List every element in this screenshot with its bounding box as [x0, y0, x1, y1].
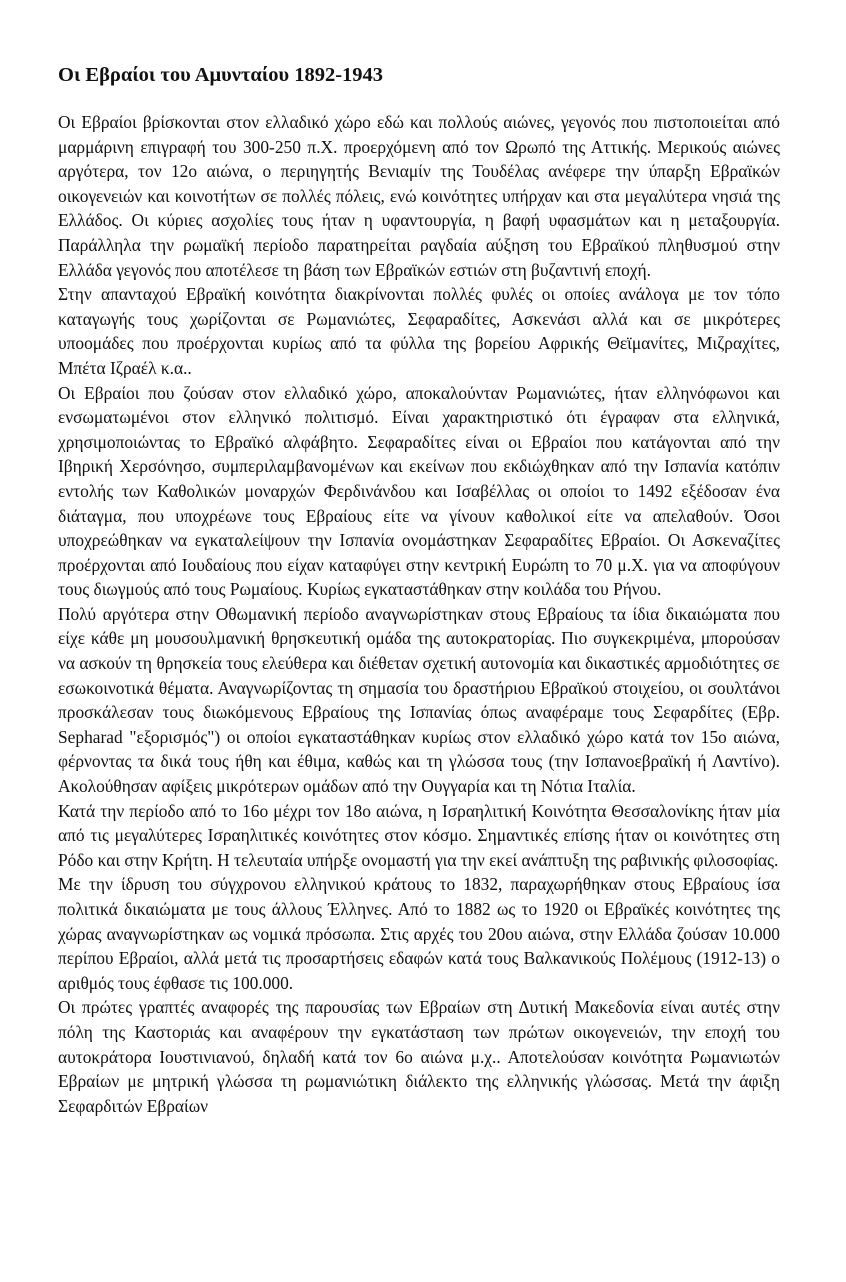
- paragraph-thessaloniki-community: Κατά την περίοδο από το 16ο μέχρι τον 18ο αιώνα, η Ισραηλιτική Κοινότητα Θεσσαλονίκης ήταν μία από τις μεγαλύτερες Ισραηλιτικές κοινότητες στον κόσμο. Σημαντικές επίσης ήταν οι κοινότητες στη Ρόδο και στην Κρήτη. Η τελευταία υπήρξε ονομαστή για την εκεί ανάπτυξη της ραβινικής φιλοσοφίας.: [58, 800, 780, 870]
- paragraph-western-macedonia: Οι πρώτες γραπτές αναφορές της παρουσίας των Εβραίων στη Δυτική Μακεδονία είναι αυτές στην πόλη της Καστοριάς και αναφέρουν την εγκατάσταση των πρώτων οικογενειών, την εποχή του αυτοκράτορα Ιουστινιανού, δηλαδή κατά τον 6ο αιώνα μ.χ.. Αποτελούσαν κοινότητα Ρωμανιωτών Εβραίων με μητρική γλώσσα τη ρωμανιώτικη διάλεκτο της ελληνικής γλώσσας. Μετά την άφιξη Σεφαρδιτών Εβραίων: [58, 997, 780, 1116]
- document-title: Οι Εβραίοι του Αμυνταίου 1892-1943: [58, 64, 384, 86]
- paragraph-romaniotes-sephardim: Οι Εβραίοι που ζούσαν στον ελλαδικό χώρο, αποκαλούνταν Ρωμανιώτες, ήταν ελληνόφωνοι και ενσωματωμένοι στον ελληνικό πολιτισμό. Είναι χαρακτηριστικό ότι έγραφαν στα ελληνικά, χρησιμοποιώντας το Εβραϊκό αλφάβητο. Σεφαραδίτες είναι οι Εβραίοι που κατάγονται από την Ιβηρική Χερσόνησο, συμπεριλαμβανομένων και εκείνων που εκδιώχθηκαν από την Ισπανία κατόπιν εντολής των Καθολικών μοναρχών Φερδινάνδου και Ισαβέλλας οι οποίοι το 1492 εξέδοσαν ένα διάταγμα, που υποχρέωνε τους Εβραίους είτε να γίνουν καθολικοί είτε να απελαθούν. Όσοι υποχρεώθηκαν να εγκαταλείψουν την Ισπανία ονομάστηκαν Σεφαραδίτες Εβραίοι. Οι Ασκεναζίτες προέρχονται από Ιουδαίους που είχαν καταφύγει στην κεντρική Ευρώπη το 70 μ.Χ. για να αποφύγουν τους διωγμούς από τους Ρωμαίους. Κυρίως εγκαταστάθηκαν στην κοιλάδα του Ρήνου.: [58, 382, 780, 600]
- paragraph-ottoman-period: Πολύ αργότερα στην Οθωμανική περίοδο αναγνωρίστηκαν στους Εβραίους τα ίδια δικαιώματα που είχε κάθε μη μουσουλμανική θρησκευτική ομάδα της αυτοκρατορίας. Πιο συγκεκριμένα, μπορούσαν να ασκούν τη θρησκεία τους ελεύθερα και διέθεταν σχετική αυτονομία και δικαστικές αρμοδιότητες σε εσωκοινοτικά θέματα. Αναγνωρίζοντας τη σημασία του δραστήριου Εβραϊκού στοιχείου, οι σουλτάνοι προσκάλεσαν τους διωκόμενους Εβραίους της Ισπανίας όπως αναφέραμε τους Σεφαρδίτες (Εβρ. Sepharad "εξορισμός") οι οποίοι εγκαταστάθηκαν κυρίως στον ελλαδικό χώρο κατά τον 15ο αιώνα, φέρνοντας τα δικά τους ήθη και έθιμα, καθώς και τη γλώσσα τους (την Ισπανοεβραϊκή ή Λαντίνο). Ακολούθησαν αφίξεις μικρότερων ομάδων από την Ουγγαρία και τη Νότια Ιταλία.: [58, 603, 780, 797]
- document-body: [58, 110, 780, 1118]
- paragraph-jewish-groups: Στην απανταχού Εβραϊκή κοινότητα διακρίνονται πολλές φυλές οι οποίες ανάλογα με τον τόπο καταγωγής τους χωρίζονται σε Ρωμανιώτες, Σεφαραδίτες, Ασκενάσι αλλά και σε μικρότερες υποομάδες που προέρχονται κυρίως από τα φύλλα της βορείου Αφρικής Θεϊμανίτες, Μιζραχίτες, Μπέτα Ιζραέλ κ.α..: [58, 284, 780, 378]
- paragraph-modern-greek-state: Με την ίδρυση του σύγχρονου ελληνικού κράτους το 1832, παραχωρήθηκαν στους Εβραίους ίσα πολιτικά δικαιώματα με τους άλλους Έλληνες. Από το 1882 ως το 1920 οι Εβραϊκές κοινότητες της χώρας αναγνωρίστηκαν ως νομικά πρόσωπα. Στις αρχές του 20ου αιώνα, στην Ελλάδα ζούσαν 10.000 περίπου Εβραίοι, αλλά μετά τις προσαρτήσεις εδαφών κατά τους Βαλκανικούς Πολέμους (1912-13) ο αριθμός τους έφθασε τις 100.000.: [58, 874, 780, 993]
- paragraph-ancient-presence: Οι Εβραίοι βρίσκονται στον ελλαδικό χώρο εδώ και πολλούς αιώνες, γεγονός που πιστοποιείται από μαρμάρινη επιγραφή του 300-250 π.Χ. προερχόμενη από τον Ωρωπό της Αττικής. Μερικούς αιώνες αργότερα, τον 12ο αιώνα, ο περιηγητής Βενιαμίν της Τουδέλας ανέφερε την ύπαρξη Εβραϊκών οικογενειών και κοινοτήτων σε πολλές πόλεις, ενώ κοινότητες υπήρχαν και στα μεγαλύτερα νησιά της Ελλάδος. Οι κύριες ασχολίες τους ήταν η υφαντουργία, η βαφή υφασμάτων και η μεταξουργία. Παράλληλα την ρωμαϊκή περίοδο παρατηρείται ραγδαία αύξηση του Εβραϊκού πληθυσμού στην Ελλάδα γεγονός που αποτέλεσε τη βάση των Εβραϊκών εστιών στη βυζαντινή εποχή.: [58, 112, 780, 280]
